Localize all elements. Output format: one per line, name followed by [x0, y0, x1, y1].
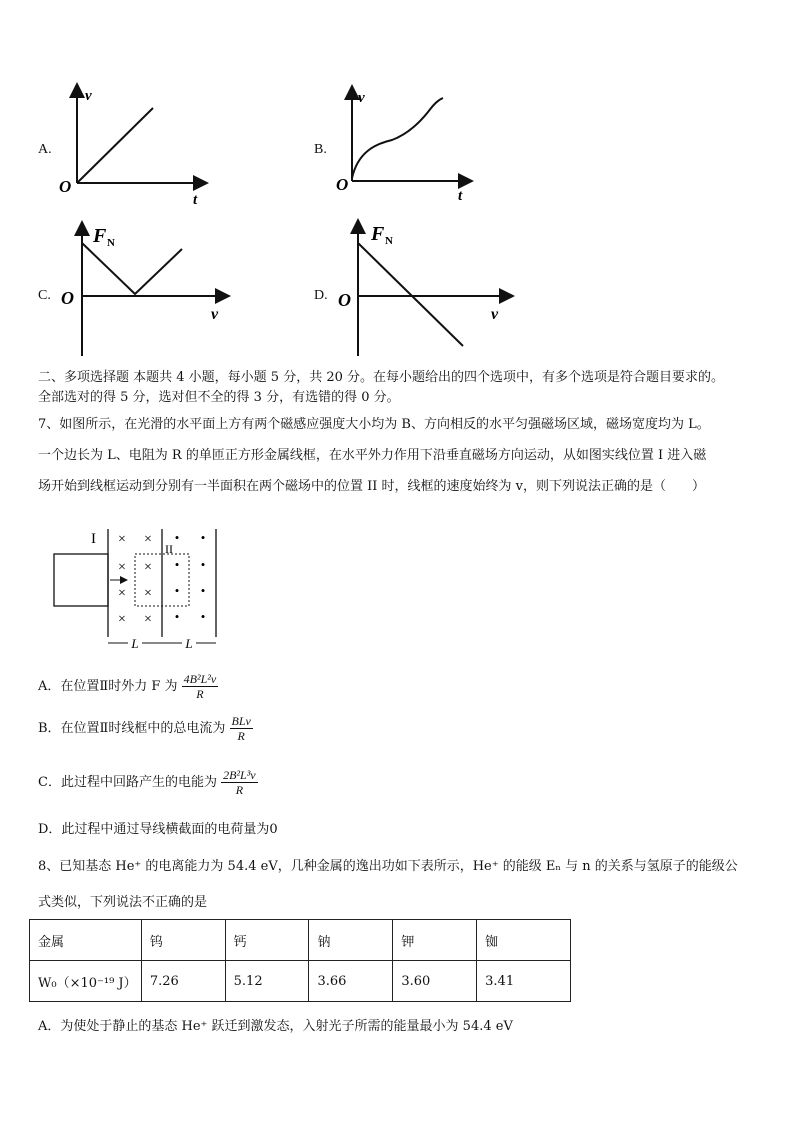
y-axis-subscript: N: [107, 237, 115, 249]
q7-magnetic-field-figure: [50, 525, 225, 653]
origin-label: O: [59, 177, 72, 196]
table-cell: 3.60: [393, 961, 477, 1002]
option-text: C．此过程中回路产生的电能为: [38, 775, 217, 790]
graph-d: [333, 218, 518, 358]
table-cell: 5.12: [225, 961, 309, 1002]
position-1-label: I: [91, 531, 96, 547]
origin-label: O: [336, 175, 349, 194]
table-cell: 钠: [309, 920, 393, 961]
q8-option-a: A．为使处于静止的基态 He⁺ 跃迁到激发态，入射光子所需的能量最小为 54.4 eV: [38, 1019, 513, 1034]
x-axis-label: t: [458, 188, 463, 204]
cross-mark: ×: [144, 532, 152, 547]
graph-b: [330, 82, 480, 207]
q7-option-d: D．此过程中通过导线横截面的电荷量为0: [38, 822, 278, 837]
dot-mark: •: [200, 609, 206, 624]
cross-mark: ×: [118, 586, 126, 601]
position-2-label: II: [165, 542, 173, 556]
q8-line1: 8、已知基态 He⁺ 的电离能力为 54.4 eV，几种金属的逸出功如下表所示，He⁺ 的能级 Eₙ 与 n 的关系与氢原子的能级公: [38, 859, 738, 874]
cross-mark: ×: [118, 612, 126, 627]
table-cell: 7.26: [141, 961, 225, 1002]
cross-mark: ×: [144, 612, 152, 627]
frame-position-1: [54, 554, 108, 606]
q7-option-b: [38, 714, 253, 743]
x-axis-label: t: [193, 192, 198, 208]
section-heading-line2: 全部选对的得 5 分，选对但不全的得 3 分，有选错的得 0 分。: [38, 390, 400, 405]
dot-mark: •: [174, 609, 180, 624]
graph-c-line: [82, 243, 182, 294]
y-axis-subscript: N: [385, 235, 393, 247]
q7-option-c: [38, 768, 258, 797]
q7-line3: 场开始到线框运动到分别有一半面积在两个磁场中的位置 II 时，线框的速度始终为 v，则下列说法正确的是（ ）: [38, 479, 706, 494]
field-dots: [175, 530, 206, 624]
dot-mark: •: [200, 583, 206, 598]
option-b-label: B.: [314, 142, 327, 157]
width-label: L: [131, 636, 139, 651]
x-axis-label: v: [491, 306, 499, 323]
graph-a: [55, 80, 225, 210]
q8-line2: 式类似，下列说法不正确的是: [38, 895, 208, 910]
cross-mark: ×: [144, 560, 152, 575]
cross-mark: ×: [144, 586, 152, 601]
option-text: A．在位置Ⅱ时外力 F 为: [38, 679, 178, 694]
table-header-row: [30, 920, 571, 961]
table-cell: 钨: [141, 920, 225, 961]
q7-line1: 7、如图所示，在光滑的水平面上方有两个磁感应强度大小均为 B、方向相反的水平匀强磁场区域，磁场宽度均为 L。: [38, 417, 710, 432]
x-axis-label: v: [211, 306, 219, 323]
q7-option-a: [38, 672, 218, 701]
graph-d-line: [358, 243, 463, 346]
table-cell: W₀（×10⁻¹⁹ J）: [30, 961, 142, 1002]
formula-numerator: 2B²L³v: [223, 768, 256, 782]
formula-numerator: 4B²L²v: [183, 672, 217, 686]
table-cell: 钾: [393, 920, 477, 961]
table-row: [30, 961, 571, 1002]
option-text: B．在位置Ⅱ时线框中的总电流为: [38, 721, 226, 736]
option-a-label: A.: [38, 142, 52, 157]
option-formula: [230, 714, 253, 743]
table-cell: 金属: [30, 920, 142, 961]
work-function-table: [29, 919, 571, 1002]
y-axis-label: F: [371, 223, 385, 245]
table-cell: 3.41: [477, 961, 571, 1002]
graph-c: [55, 218, 240, 358]
table-cell: 3.66: [309, 961, 393, 1002]
option-c-label: C.: [38, 288, 51, 303]
section-heading-line1: 二、多项选择题 本题共 4 小题，每小题 5 分，共 20 分。在每小题给出的四个选项中，有多个选项是符合题目要求的。: [38, 370, 725, 385]
y-axis-label: v: [85, 88, 92, 104]
formula-denominator: R: [196, 687, 204, 701]
dot-mark: •: [174, 557, 180, 572]
table-cell: 钙: [225, 920, 309, 961]
dot-mark: •: [174, 530, 180, 545]
cross-mark: ×: [118, 560, 126, 575]
option-formula: [221, 768, 258, 797]
table-cell: 铷: [477, 920, 571, 961]
dot-mark: •: [200, 557, 206, 572]
y-axis-label: F: [93, 225, 107, 247]
option-formula: [182, 672, 219, 701]
origin-label: O: [61, 288, 74, 308]
formula-denominator: R: [237, 729, 245, 743]
formula-numerator: BLv: [231, 714, 251, 728]
q7-line2: 一个边长为 L、电阻为 R 的单匝正方形金属线框，在水平外力作用下沿垂直磁场方向运动，从如图实线位置 I 进入磁: [38, 448, 707, 463]
width-label: L: [185, 636, 193, 651]
dot-mark: •: [200, 530, 206, 545]
dot-mark: •: [174, 583, 180, 598]
y-axis-label: v: [358, 90, 365, 106]
cross-mark: ×: [118, 532, 126, 547]
formula-denominator: R: [235, 783, 244, 797]
graph-b-curve: [352, 98, 443, 178]
graph-a-line: [77, 108, 153, 183]
option-d-label: D.: [314, 288, 328, 303]
origin-label: O: [338, 290, 351, 310]
